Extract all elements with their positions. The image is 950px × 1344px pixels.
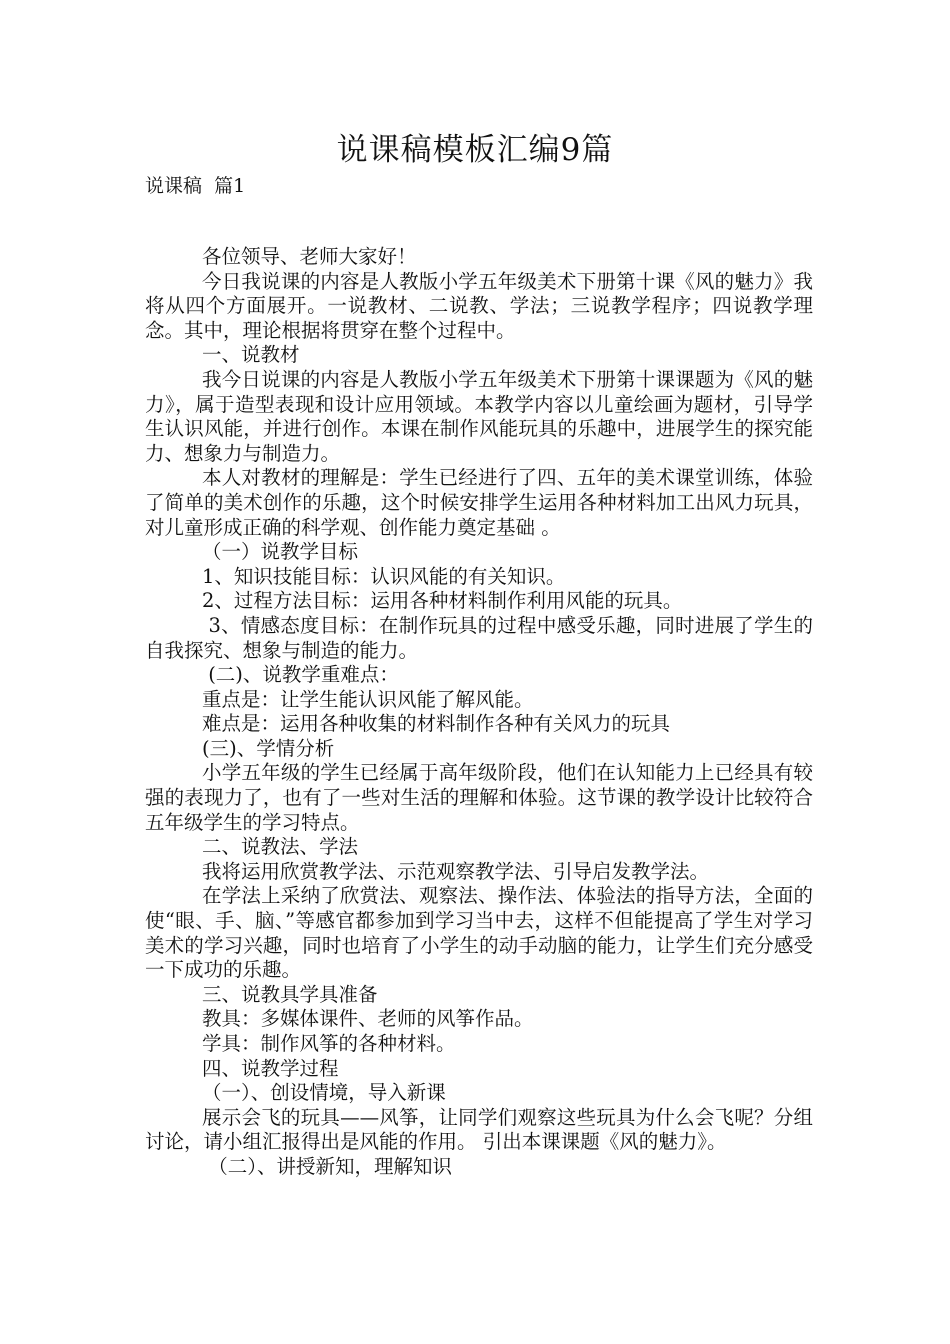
document-subtitle: 说课稿 篇1: [145, 175, 246, 197]
section-heading: 三、说教具学具准备: [202, 982, 378, 1006]
paragraph: 重点是：让学生能认识风能了解风能。: [202, 687, 534, 711]
paragraph: 我将运用欣赏教学法、示范观察教学法、引导启发教学法。: [202, 859, 710, 883]
paragraph: 小学五年级的学生已经属于高年级阶段，他们在认知能力上已经具有较强的表现力了，也有了一些对生活的理解和体验。这节课的教学设计比较符合五年级学生的学习特点。: [145, 761, 813, 834]
paragraph: 我今日说课的内容是人教版小学五年级美术下册第十课课题为《风的魅力》，属于造型表现和设计应用领域。本教学内容以儿童绘画为题材，引导学生认识风能，并进行创作。本课在制作风能玩具的乐趣中，进展学生的探究能力、想象力与制造力。: [145, 367, 813, 465]
paragraph: 学具：制作风筝的各种材料。: [202, 1032, 456, 1055]
paragraph: 难点是：运用各种收集的材料制作各种有关风力的玩具: [202, 712, 671, 736]
paragraph: 展示会飞的玩具——风筝，让同学们观察这些玩具为什么会飞呢？分组讨论，请小组汇报得出是风能的作用。 引出本课课题《风的魅力》。: [145, 1105, 813, 1154]
document-title: 说课稿模板汇编9篇: [336, 132, 614, 168]
section-heading: 一、说教材: [202, 343, 300, 367]
section-heading: （二）、讲授新知，理解知识: [202, 1154, 452, 1178]
section-heading: 四、说教学过程: [202, 1056, 339, 1080]
paragraph: 1、知识技能目标：认识风能的有关知识。: [202, 564, 566, 588]
paragraph: 各位领导、老师大家好！: [202, 245, 417, 268]
paragraph: 今日我说课的内容是人教版小学五年级美术下册第十课《风的魅力》我将从四个方面展开。一说教材、二说教、学法；三说教学程序；四说教学理念。其中，理论根据将贯穿在整个过程中。: [145, 269, 813, 342]
document-body: [145, 245, 813, 1180]
paragraph: 本人对教材的理解是：学生已经进行了四、五年的美术课堂训练，体验了简单的美术创作的乐趣，这个时候安排学生运用各种材料加工出风力玩具，对儿童形成正确的科学观、创作能力奠定基础 。: [145, 466, 813, 539]
section-heading: （一）、创设情境，导入新课: [202, 1081, 446, 1105]
section-heading: (三)、学情分析: [202, 736, 335, 760]
paragraph: 教具：多媒体课件、老师的风筝作品。: [202, 1007, 534, 1031]
paragraph: 3、情感态度目标：在制作玩具的过程中感受乐趣，同时进展了学生的自我探究、想象与制造的能力。: [145, 613, 813, 662]
paragraph: 2、过程方法目标：运用各种材料制作利用风能的玩具。: [202, 589, 683, 613]
section-heading: 二、说教法、学法: [202, 835, 359, 859]
paragraph: 在学法上采纳了欣赏法、观察法、操作法、体验法的指导方法，全面的使“眼、手、脑、”等感官都参加到学习当中去，这样不但能提高了学生对学习美术的学习兴趣，同时也培育了小学生的动手动脑的能力，让学生们充分感受一下成功的乐趣。: [145, 884, 813, 982]
section-heading: (二)、说教学重难点：: [202, 663, 399, 687]
section-heading: （一）说教学目标: [202, 540, 359, 564]
